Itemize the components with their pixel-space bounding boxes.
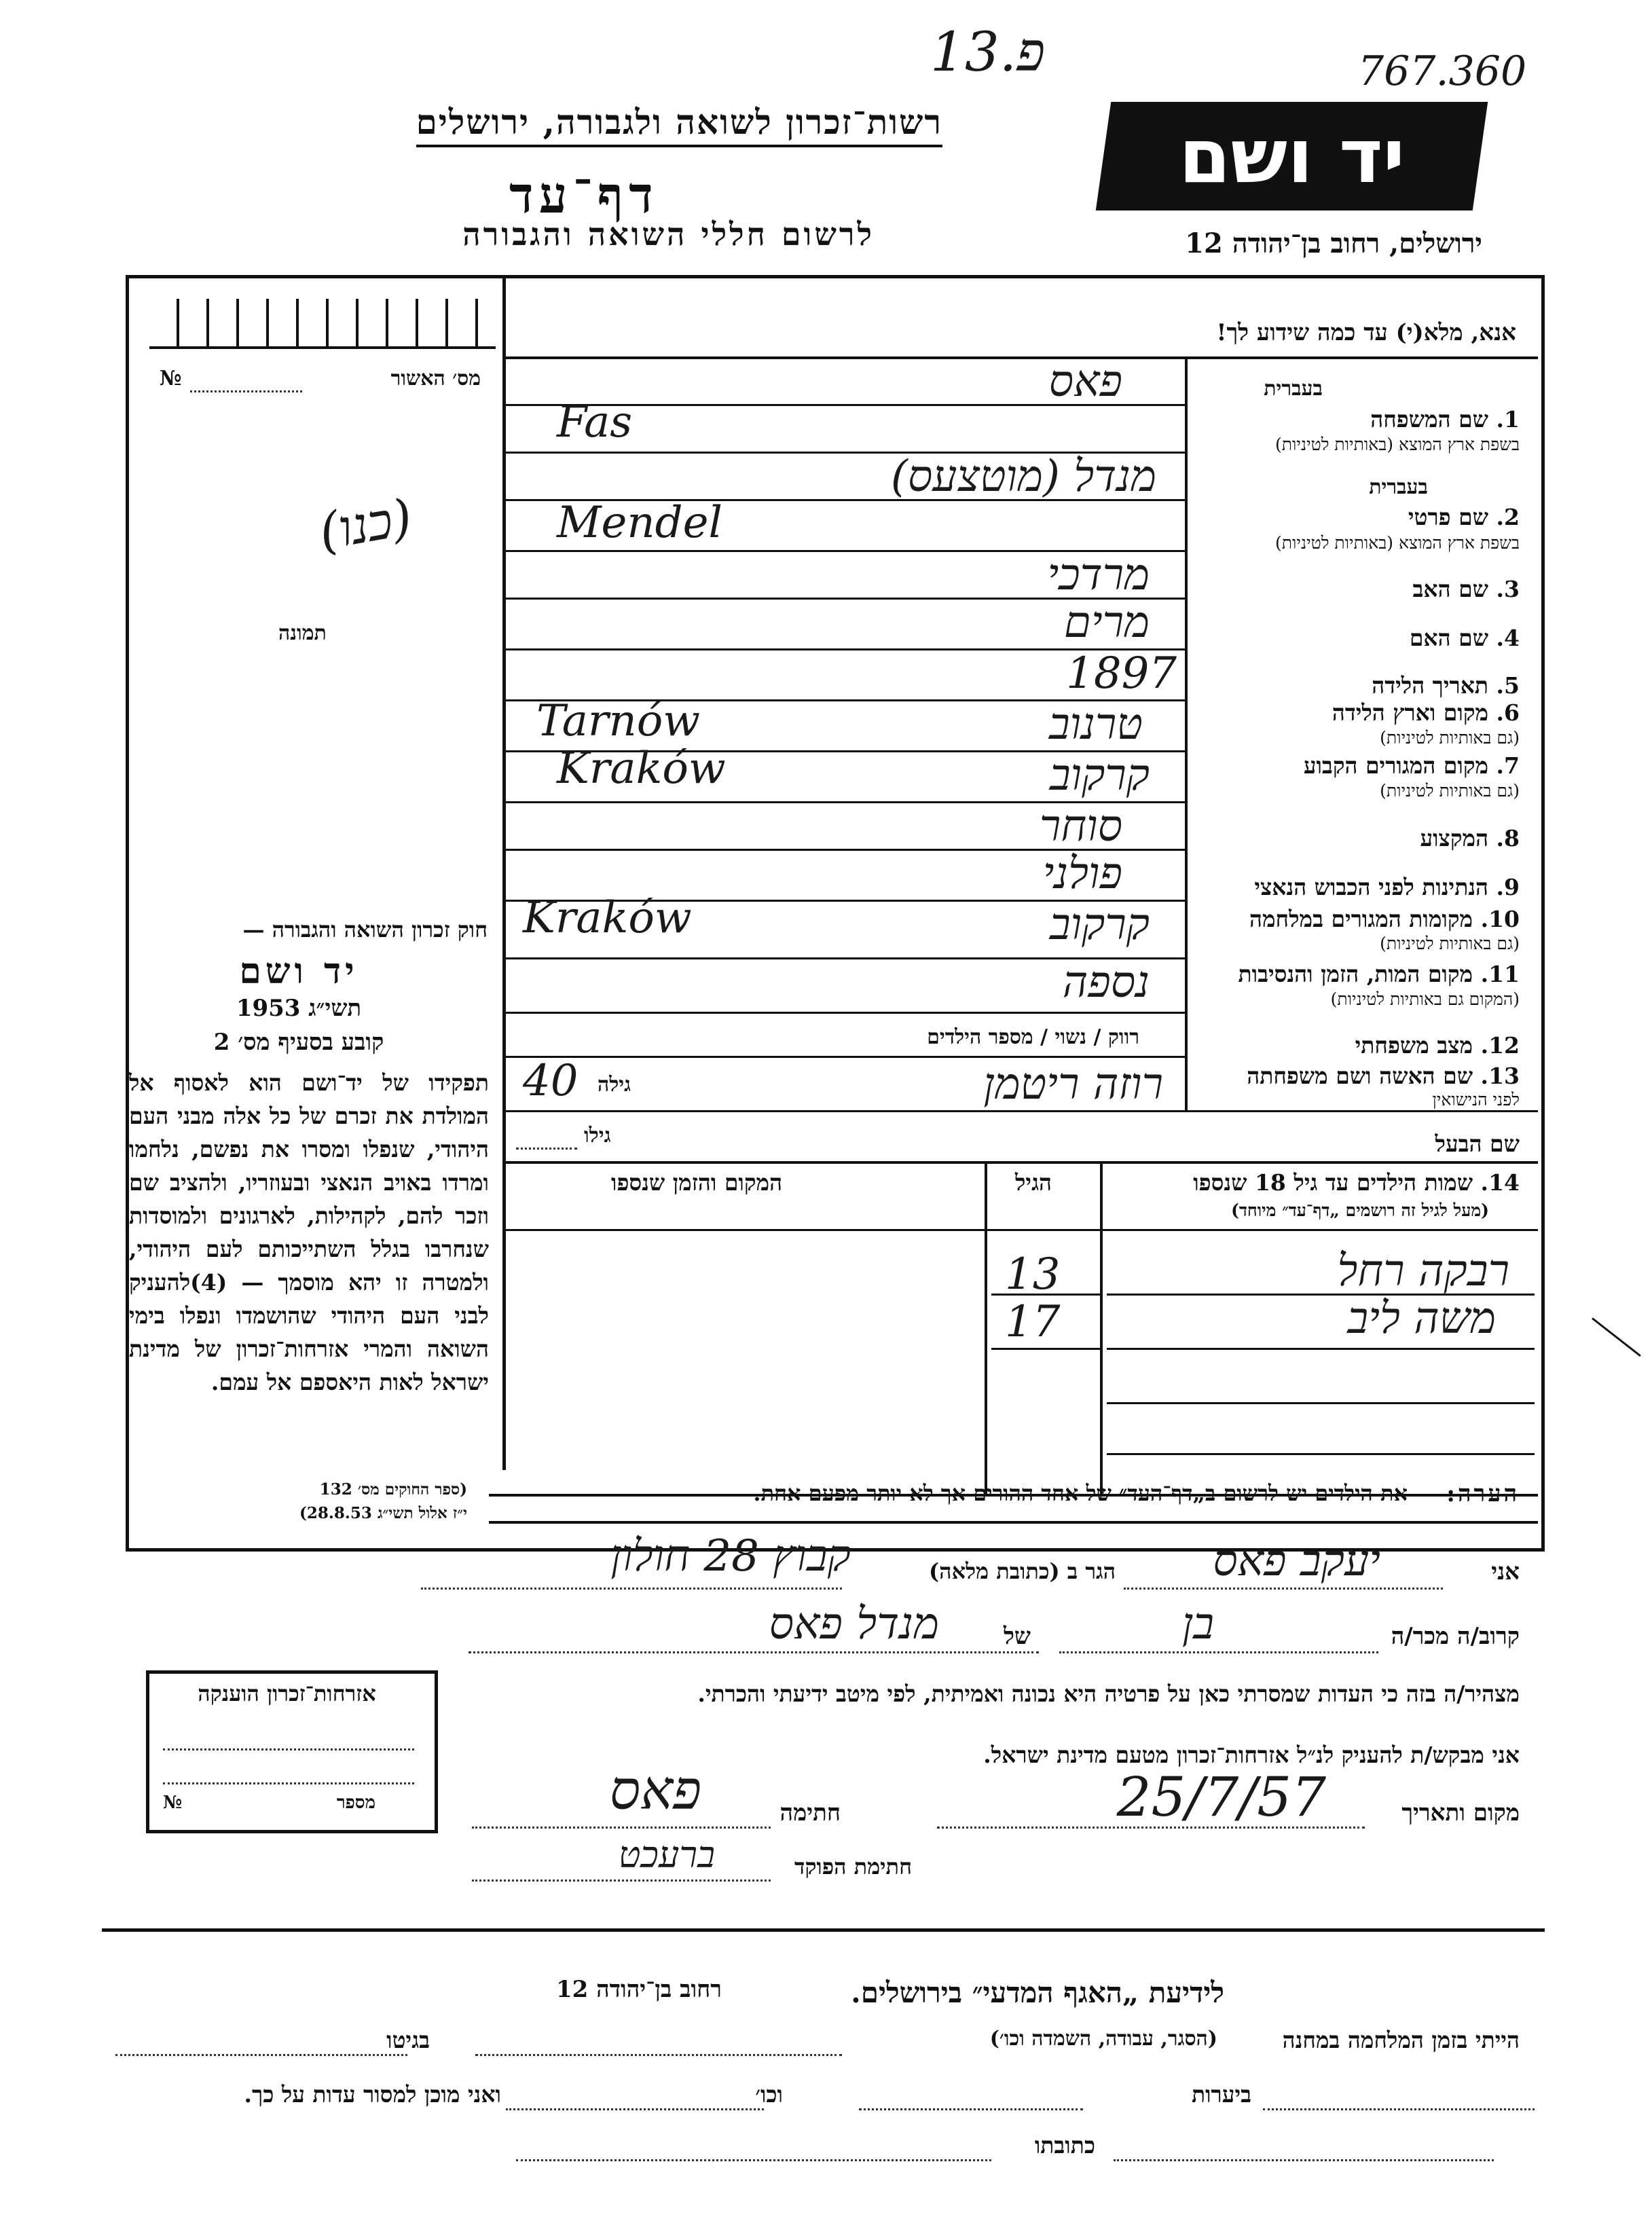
footer-ghetto-label: בגיטו [386,2027,430,2053]
footer-ghetto-field[interactable] [115,2054,407,2056]
residence-latin-value[interactable]: Kraków [557,744,726,794]
photo-note: (כנו) [314,488,417,562]
law-year: תשי״ג 1953 [236,995,362,1022]
footer-forests-field[interactable] [1263,2108,1535,2110]
husband-age-label: גילו [584,1124,611,1148]
footer-forests-label: ביערות [1191,2081,1251,2108]
birth-date-label: 5. תאריך הלידה [1372,672,1520,699]
nationality-label: 9. הנתינות לפני הכבוש הנאצי [1254,874,1520,900]
footer-address-field[interactable] [1114,2159,1494,2161]
address-field[interactable] [421,1588,842,1590]
footer-address-field-2[interactable] [516,2159,991,2161]
left-column-divider [502,275,506,1470]
yad-vashem-logo [1096,102,1488,210]
row-line-16 [506,1161,1538,1164]
child-row-line-3 [1107,1402,1535,1404]
death-place-sub-label: (המקום גם באותיות לטיניות) [1330,989,1520,1009]
row-line-15 [506,1110,1538,1112]
approval-field[interactable] [190,390,302,392]
declarant-value[interactable]: יעקב פאס [1213,1536,1380,1586]
of-label: של [1004,1623,1031,1650]
children-header-age: הגיל [1015,1169,1052,1196]
top-annotation-number: פ.13 [930,20,1046,84]
form-title: דף־עד [509,166,659,225]
mother-name-label: 4. שם האם [1409,625,1520,651]
residence-hebrew-value[interactable]: קרקוב [1049,750,1150,801]
citizenship-line-1[interactable] [163,1748,414,1750]
marital-options: רווק / נשוי / מספר הילדים [927,1025,1139,1049]
declarant-label: אני [1491,1558,1520,1585]
death-place-label: 11. מקום המות, הזמן והנסיבות [1238,961,1520,987]
residence-sub-label: (גם באותיות לטיניות) [1380,781,1520,801]
citizenship-no-mark: № [163,1793,183,1813]
wartime-residence-latin-value[interactable]: Kraków [523,893,692,943]
request-underline [506,356,1538,359]
nationality-value[interactable]: פולני [1042,849,1122,899]
first-name-sub-label: בשפת ארץ המוצא (באותיות לטיניות) [1275,533,1520,553]
birth-place-sub-label: (גם באותיות לטיניות) [1380,728,1520,748]
child-row-line-2 [1107,1348,1535,1350]
note-label: הערה: [1446,1480,1520,1507]
mother-name-value[interactable]: מרים [1063,598,1150,648]
note-text: את הילדים יש לרשום ב„דף־העד״ של אחד ההורים אך לא יותר מפעם אחת. [753,1480,1408,1506]
wife-name-value[interactable]: רוזה ריטמן [983,1059,1163,1110]
declaration-statement: מצהיר/ה בזה כי העדות שמסרתי כאן על פרטיה היא נכונה ואמיתית, לפי מיטב ידיעתי והכרתי. [697,1681,1520,1707]
margin-mark [1592,1317,1641,1357]
citizenship-line-2[interactable] [163,1782,414,1784]
children-header-name: 14. שמות הילדים עד גיל 18 שנספו [1193,1169,1520,1196]
footer-testimony-line: ואני מוכן למסור עדות על כך. [244,2081,501,2108]
husband-age-field[interactable] [516,1148,577,1150]
footer-etc-field[interactable] [859,2108,1083,2110]
footer-title: לידיעת „האגף המדעי״ בירושלים. [851,1976,1224,2009]
relative-label: קרוב/ה מכר/ה [1391,1623,1520,1650]
footer-testimony-field[interactable] [506,2108,764,2110]
footer-address: רחוב בן־יהודה 12 [555,1976,722,2003]
birth-place-latin-value[interactable]: Tarnów [536,696,700,746]
first-name-hebrew-value[interactable]: מנדל (מוטצעס) [890,452,1156,502]
birth-place-label: 6. מקום וארץ הלידה [1332,699,1520,726]
wartime-residence-hebrew-value[interactable]: קרקוב [1049,900,1150,950]
address-label: הגר ב (כתובת מלאה) [929,1558,1116,1584]
approval-label: מס׳ האשור [390,367,481,390]
row-line-14 [506,1056,1185,1058]
wife-name-sub-label: לפני הנישואין [1432,1090,1520,1110]
wife-name-label: 13. שם האשה ושם משפחתה [1247,1063,1520,1089]
photo-label: תמונה [278,621,327,645]
birth-date-value[interactable]: 1897 [1066,648,1177,699]
officer-signature-value[interactable]: ברעכט [618,1833,715,1876]
relative-value[interactable]: בן [1181,1599,1214,1649]
citizenship-request: אני מבקש/ת להעניק לנ״ל אזרחות־זכרון מטעם מדינת ישראל. [983,1742,1520,1768]
children-col-divider-1 [985,1161,987,1494]
law-name: יד ושם [239,951,359,992]
law-text: תפקידו של יד־ושם הוא לאסוף אל המולדת את זכרם של כל אלה מבני העם היהודי, שנפלו ומסרו את נפשם, נלחמו ומרדו באויב הנאצי ובעוזריו, ולהציב שם וזכר להם, לקהילות, לארגונים ולמוסדות שנחרבו בגלל השתייכותם לעם היהודי, ולמטרה זו יהא מוסמך — (4)להעניק לבני העם היהודי שהושמדו ונפלו בימי השואה והמרי אזרחות־זכרון של מדינת ישראל לאות היאספם אל עמם. [129,1069,489,1395]
children-header-sub: (מעל לגיל זה רושמים „דף־עד״ מיוחד) [1231,1200,1489,1220]
footer-separator [102,1928,1545,1932]
in-hebrew-label-2: בעברית [1369,475,1428,499]
first-name-label: 2. שם פרטי [1408,504,1520,530]
surname-latin-value[interactable]: Fas [557,397,633,447]
top-annotation-reference: 767.360 [1358,48,1527,95]
of-value[interactable]: מנדל פאס [769,1599,939,1649]
children-header-underline [506,1229,1538,1231]
law-reference-2: י״ז אלול תשי״ג 28.8.53) [299,1504,467,1522]
of-field[interactable] [469,1651,1039,1653]
place-date-label: מקום ותאריך [1401,1799,1520,1827]
footer-address-label: כתובתו [1034,2132,1095,2159]
children-col-divider-2 [1100,1161,1103,1494]
law-clause: קובע בסעיף מס׳ 2 [213,1029,384,1056]
officer-signature-field[interactable] [472,1879,771,1882]
signature-label: חתימה [779,1799,841,1827]
father-name-label: 3. שם האב [1412,576,1520,602]
profession-value[interactable]: סוחר [1039,801,1122,851]
law-reference-1: (ספר החוקים מס׳ 132 [319,1480,467,1499]
law-heading: חוק זכרון השואה והגבורה — [242,917,488,942]
place-date-value[interactable]: 25/7/57 [1116,1765,1326,1829]
table-row-age[interactable]: 17 [1005,1297,1061,1347]
signature-value[interactable]: פאס [609,1759,701,1822]
logo-text: יד ושם [1178,113,1406,200]
fill-request: אנא, מלא(י) עד כמה שידוע לך! [1216,319,1516,346]
footer-camp-field[interactable] [475,2054,842,2056]
in-hebrew-label-1: בעברית [1264,377,1323,401]
first-name-latin-value[interactable]: Mendel [557,498,722,548]
wife-age-value[interactable]: 40 [523,1056,579,1106]
birth-place-hebrew-value[interactable]: טרנוב [1048,699,1143,750]
husband-name-label: שם הבעל [1435,1131,1520,1157]
footer-camp-label: הייתי בזמן המלחמה במחנה [1282,2027,1520,2053]
officer-signature-label: חתימת הפוקד [794,1854,912,1879]
form-subtitle: לרשום חללי השואה והגבורה [462,216,875,253]
relative-field[interactable] [1059,1651,1378,1653]
marital-status-label: 12. מצב משפחתי [1355,1032,1520,1059]
citizenship-title: אזרחות־זכרון הוענקה [198,1681,376,1706]
table-row-age[interactable]: 13 [1005,1249,1061,1300]
surname-sub-label: בשפת ארץ המוצא (באותיות לטיניות) [1275,435,1520,454]
profession-label: 8. המקצוע [1420,825,1520,851]
wartime-residence-sub-label: (גם באותיות לטיניות) [1380,934,1520,953]
header-address: ירושלים, רחוב בן־יהודה 12 [1185,227,1482,259]
residence-label: 7. מקום המגורים הקבוע [1303,752,1520,779]
row-line-13 [506,1012,1185,1014]
table-row[interactable]: משה ליב [1347,1294,1496,1344]
label-value-divider [1185,356,1188,1110]
child-age-line-2 [991,1348,1100,1350]
children-header-place: המקום והזמן שנספו [611,1169,783,1196]
authority-title: רשות־זכרון לשואה ולגבורה, ירושלים [416,102,942,147]
footer-camp-types: (הסגר, עבודה, השמדה וכו׳) [989,2027,1217,2051]
signature-field[interactable] [472,1827,771,1829]
declarant-field[interactable] [1124,1588,1443,1590]
surname-hebrew-value[interactable]: פאס [1048,356,1122,407]
approval-no-mark: № [160,367,182,390]
child-row-line-4 [1107,1453,1535,1455]
table-row[interactable]: רבקה רחל [1337,1246,1509,1296]
note-underline [489,1521,1538,1524]
approval-ticks [149,299,496,349]
death-place-value[interactable]: נספה [1062,957,1150,1008]
footer-etc-label: וכו׳ [755,2081,783,2108]
wartime-residence-label: 10. מקומות המגורים במלחמה [1249,906,1520,932]
address-value[interactable]: קבוץ 28 חולון [610,1531,851,1581]
citizenship-number-label: מספר [336,1793,375,1813]
surname-label: 1. שם המשפחה [1370,406,1520,433]
wife-age-label: גילה [598,1073,631,1097]
father-name-value[interactable]: מרדכי [1047,550,1150,600]
